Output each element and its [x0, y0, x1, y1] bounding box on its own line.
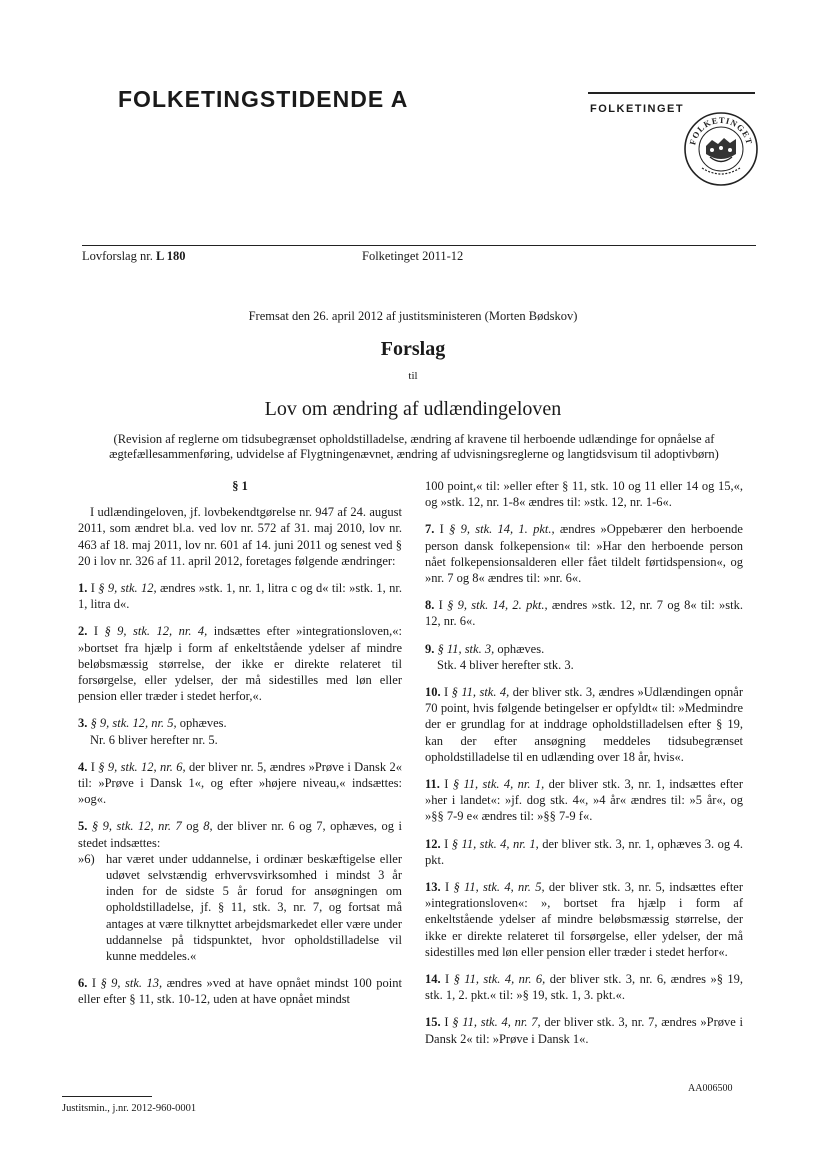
amendment-subline: Nr. 6 bliver herefter nr. 5. [90, 732, 218, 747]
preamble: I udlændingeloven, jf. lovbekendtgørelse nr. 947 af 24. august 2011, som ændret bl.a. ved lov nr. 572 af 31. maj 2010, lov nr. 463 af 18. maj 2011, lov nr. 601 af 14. juni 2011 og senest ved § 20 i lov nr. 326 af 11. april 2012, foretages følgende ændringer: [78, 505, 402, 568]
inserted-text [78, 851, 402, 964]
seal-text: FOLKETINGET [687, 114, 755, 146]
amendment-item: 12. I § 11, stk. 4, nr. 1, der bliver stk. 3, nr. 1, ophæves 3. og 4. pkt. [425, 836, 744, 867]
amendment-item: 2. I § 9, stk. 12, nr. 4, indsættes efter »integrationsloven,«: »bortset fra hjælp i form af enkeltstående ydelser af mindre beløbsmæssig størrelse, der ikke er direkte relateret til forsørgelse, eller ydelser, der må sidestilles med løn eller pension eller træder i stedet herfor,«. [78, 624, 402, 704]
amendment-item: 6. I § 9, stk. 13, ændres »ved at have opnået mindst 100 point eller efter § 11, stk. 10-12, uden at have opnået mindst [78, 976, 402, 1007]
til-label: til [408, 370, 418, 382]
amendment-item: 9. § 11, stk. 3, ophæves. [425, 641, 545, 656]
journal-number: Justitsmin., j.nr. 2012-960-0001 [62, 1103, 197, 1114]
folketinget-seal-icon [682, 110, 760, 188]
amendment-item: 13. I § 11, stk. 4, nr. 5, der bliver stk. 3, nr. 5, indsættes efter »integrationsloven«: », bortset fra hjælp i form af enkeltstående ydelser af mindre beløbsmæssig størrelse, der ikke er direkte relateret til forsørgelse, eller ydelser, der må sidestilles med løn eller pension eller træder i stedet herfor«. [425, 880, 743, 959]
publication-title: FOLKETINGSTIDENDE A [118, 86, 409, 112]
left-column [78, 478, 402, 1019]
inserted-body: har været under uddannelse, i ordinær beskæftigelse eller udøvet selvstændig erhvervsvirksomhed i mindst 3 år inden for de sidste 5 år forud for ansøgningen om opholdstilladelse, jf. § 11, stk. 3, nr. 7, og fortsat må antages at være tilknyttet arbejdsmarkedet eller være under uddannelse på tidspunktet, hvor opholdstilladelse vil kunne meddeles.« [106, 851, 402, 964]
continued-text: 100 point,« til: »eller efter § 11, stk. 10 og 11 eller 14 og 15,«, og »stk. 12, nr. 1-8« ændres til: »stk. 12, nr. 1-6«. [425, 479, 743, 510]
law-title: Lov om ændring af udlændingeloven [264, 398, 562, 420]
amendment-item: 1. I § 9, stk. 12, ændres »stk. 1, nr. 1, litra c og d« til: »stk. 1, nr. 1, litra d«. [78, 581, 402, 612]
meta-rule [82, 245, 756, 246]
amendment-subline: Stk. 4 bliver herefter stk. 3. [437, 657, 574, 672]
footnote-rule [62, 1096, 152, 1097]
amendment-item: 10. I § 11, stk. 4, der bliver stk. 3, ændres »Udlændingen opnår 70 point, hvis følgende betingelser er opfyldt« til: »Medmindre der er grundlag for at inddrage opholdstilladelsen efter § 19, kan der efter ansøgning meddeles tidsubegrænset opholdstilladelse til en udlænding over 18 år, hvis«. [425, 685, 744, 764]
amendment-item: 8. I § 9, stk. 14, 2. pkt., ændres »stk. 12, nr. 7 og 8« til: »stk. 12, nr. 6«. [425, 598, 743, 629]
amendment-item: 3. § 9, stk. 12, nr. 5, ophæves. [78, 716, 227, 731]
right-column [425, 478, 743, 1058]
amendment-item: 11. I § 11, stk. 4, nr. 1, der bliver stk. 3, nr. 1, indsættes efter »her i landet«: »jf. dog stk. 4«, »4 år« ændres til: »5 år«, og »§§ 7-9 e« ændres til: »§§ 7-9 f«. [425, 777, 744, 824]
logo-rule [588, 92, 755, 94]
law-subtitle: (Revision af reglerne om tidsubegrænset opholdstilladelse, ændring af kravene til herboende udlændinge for opnåelse af ægtefællesammenføring, udvidelse af Flygtningenævnet, ændring af udvisningsreglerne og langtidsvisum til adoptivbørn) [109, 432, 719, 461]
amendment-item: 14. I § 11, stk. 4, nr. 6, der bliver stk. 3, nr. 6, ændres »§ 19, stk. 1, 2. pkt.« til: »§ 19, stk. 1, 3. pkt.«. [425, 972, 743, 1003]
amendment-item: 5. § 9, stk. 12, nr. 7 og 8, der bliver nr. 6 og 7, ophæves, og i stedet indsættes: [78, 819, 402, 850]
amendment-item: 15. I § 11, stk. 4, nr. 7, der bliver stk. 3, nr. 7, ændres »Prøve i Dansk 2« til: »Prøve i Dansk 1«. [425, 1015, 744, 1046]
fremsat-line: Fremsat den 26. april 2012 af justitsministeren (Morten Bødskov) [248, 309, 578, 323]
bill-prefix: Lovforslag nr. [82, 249, 156, 263]
forslag-heading: Forslag [380, 338, 446, 360]
document-code: AA006500 [688, 1083, 733, 1094]
amendment-item: 4. I § 9, stk. 12, nr. 6, der bliver nr. 5, ændres »Prøve i Dansk 2« til: »Prøve i Dansk 1«, og efter »højere niveau,« indsættes: »og«. [78, 759, 402, 807]
bill-id: L 180 [155, 249, 186, 263]
session: Folketinget 2011-12 [362, 249, 464, 263]
bill-number [82, 249, 185, 264]
folketinget-label: FOLKETINGET [590, 103, 685, 115]
amendment-item: 7. I § 9, stk. 14, 1. pkt., ændres »Oppebærer den herboende person dansk folkepension« til: »Har den herboende person nået folkepensionsalderen eller fået tildelt førtidspension«, og »nr. 7 og 8« ændres til: »nr. 6«. [425, 522, 743, 586]
inserted-number: »6) [78, 851, 95, 866]
section-heading: § 1 [232, 479, 248, 493]
